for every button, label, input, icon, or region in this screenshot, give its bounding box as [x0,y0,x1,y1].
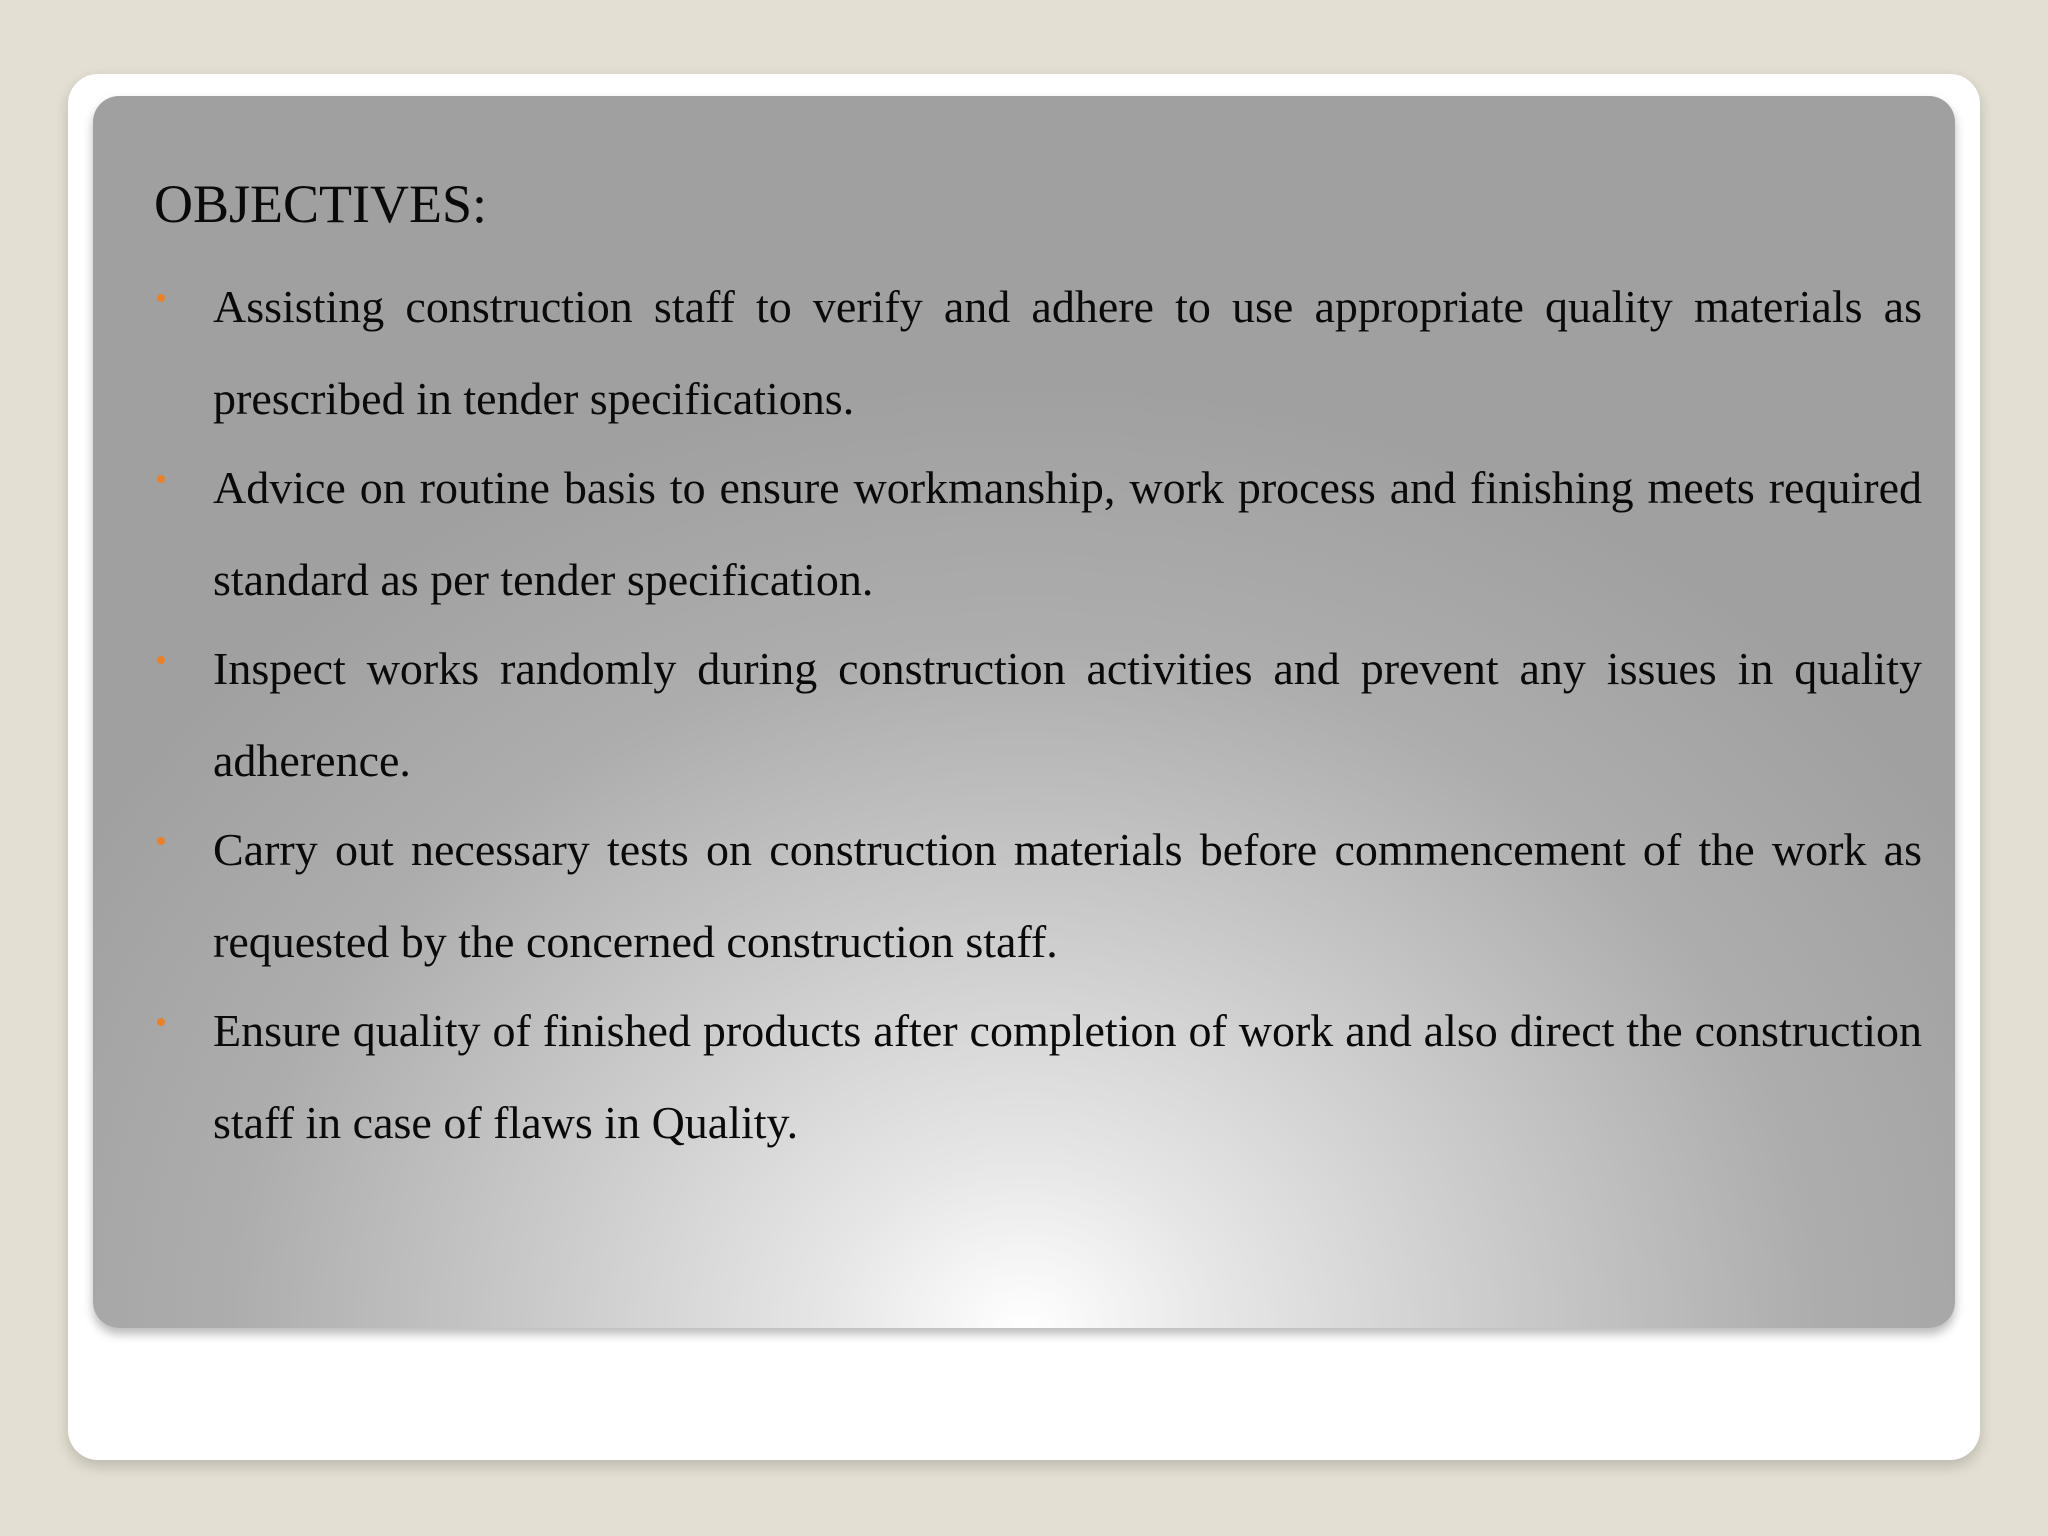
list-item [154,442,1922,626]
bullet-text: Carry out necessary tests on construction materials before commencement of the work as requested by the concerned construction staff. [213,824,1922,967]
bullet-dot-icon [154,472,168,486]
bullet-text: Inspect works randomly during construction activities and prevent any issues in quality adherence. [213,643,1922,786]
bullet-dot-icon [154,834,168,848]
list-item [154,804,1922,988]
bullet-dot-icon [154,653,168,667]
list-item [154,261,1922,445]
slide-heading: OBJECTIVES: [154,174,488,234]
bullet-dot-icon [154,291,168,305]
bullet-text: Assisting construction staff to verify and adhere to use appropriate quality materials as prescribed in tender specifications. [213,281,1922,424]
objectives-list [154,261,1922,1169]
list-item [154,985,1922,1169]
list-item [154,623,1922,807]
slide-content [154,170,1922,1169]
bullet-text: Ensure quality of finished products after completion of work and also direct the construction staff in case of flaws in Quality. [213,1005,1922,1148]
bullet-text: Advice on routine basis to ensure workmanship, work process and finishing meets required standard as per tender specification. [213,462,1922,605]
bullet-dot-icon [154,1015,168,1029]
